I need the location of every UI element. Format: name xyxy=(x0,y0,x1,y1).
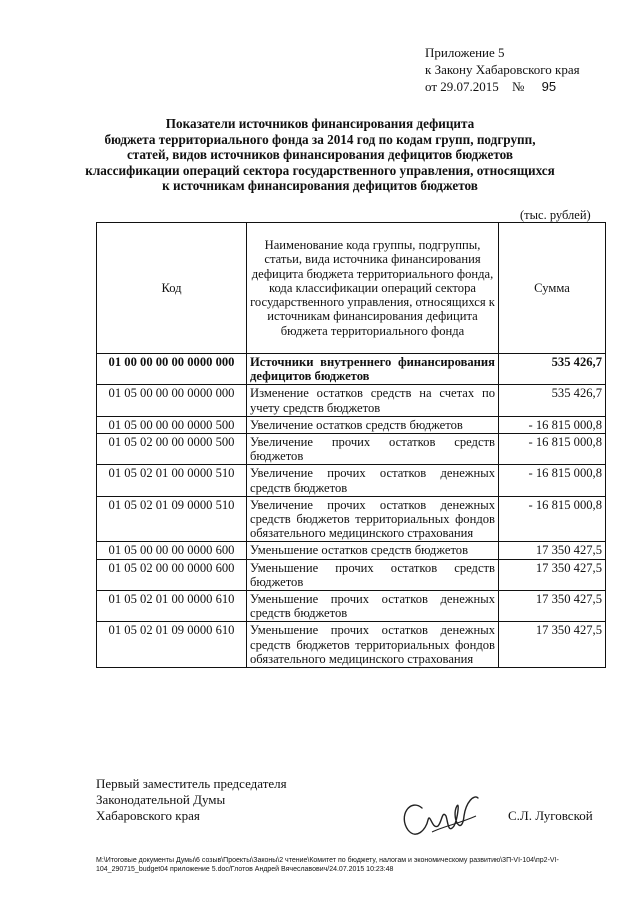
row-sum: - 16 815 000,8 xyxy=(499,434,606,465)
appendix-block xyxy=(425,44,625,95)
row-name: Увеличение остатков средств бюджетов xyxy=(247,416,499,433)
units-label: (тыс. рублей) xyxy=(520,208,591,222)
sources-table xyxy=(96,222,606,668)
row-name: Увеличение прочих остатков денежных средств бюджетов территориальных фондов обязательного медицинского страхования xyxy=(247,496,499,542)
handwritten-signature xyxy=(392,786,482,846)
table-row xyxy=(97,559,606,590)
footer-line-1: M:\Итоговые документы Думы\6 созыв\Проекты\Законы\2 чтение\Комитет по бюджету, налогам и экономическому развитию\3П-VI-104\пр2-VI- xyxy=(96,857,559,864)
signer-name: С.Л. Луговской xyxy=(508,808,593,823)
table-row xyxy=(97,496,606,542)
header-name: Наименование кода группы, подгруппы, статьи, вида источника финансирования дефицита бюджета территориального фонда, кода классификации операций сектора государственного управления, относящихся к источникам финансирования дефицита бюджета территориального фонда xyxy=(247,223,499,354)
title-line-2: бюджета территориального фонда за 2014 год по кодам групп, подгрупп, xyxy=(104,131,536,147)
appendix-number: 95 xyxy=(541,79,557,94)
appendix-line-3 xyxy=(425,78,625,95)
row-name: Увеличение прочих остатков денежных средств бюджетов xyxy=(247,465,499,496)
row-name: Изменение остатков средств на счетах по учету средств бюджетов xyxy=(247,385,499,416)
header-sum: Сумма xyxy=(499,223,606,354)
table-row xyxy=(97,385,606,416)
header-code: Код xyxy=(97,223,247,354)
row-sum: 535 426,7 xyxy=(499,354,606,385)
row-sum: 535 426,7 xyxy=(499,385,606,416)
row-code: 01 05 02 01 00 0000 510 xyxy=(97,465,247,496)
row-name: Уменьшение остатков средств бюджетов xyxy=(247,542,499,559)
row-code: 01 05 02 01 09 0000 610 xyxy=(97,622,247,668)
title-line-5: к источникам финансирования дефицитов бюджетов xyxy=(162,178,478,194)
signer-title-line-3: Хабаровского края xyxy=(96,808,200,823)
title-line-4: классификации операций сектора государственного управления, относящихся xyxy=(85,162,555,178)
file-path-footer xyxy=(96,856,604,874)
row-code: 01 05 02 00 00 0000 600 xyxy=(97,559,247,590)
table-row xyxy=(97,465,606,496)
row-name: Уменьшение прочих остатков денежных средств бюджетов xyxy=(247,591,499,622)
row-code: 01 05 00 00 00 0000 500 xyxy=(97,416,247,433)
table-row xyxy=(97,622,606,668)
document-title xyxy=(60,116,580,194)
row-sum: - 16 815 000,8 xyxy=(499,465,606,496)
table-row xyxy=(97,591,606,622)
footer-line-2: 104_290715_budget04 приложение 5.doc/Глотов Андрей Вячеславович/24.07.2015 10:23:48 xyxy=(96,866,394,873)
row-name: Источники внутреннего финансирования дефицитов бюджетов xyxy=(247,354,499,385)
row-name: Увеличение прочих остатков средств бюджетов xyxy=(247,434,499,465)
signer-title-line-1: Первый заместитель председателя xyxy=(96,776,287,791)
signer-block xyxy=(96,776,287,824)
row-name: Уменьшение прочих остатков денежных средств бюджетов территориальных фондов обязательного медицинского страхования xyxy=(247,622,499,668)
row-code: 01 05 00 00 00 0000 000 xyxy=(97,385,247,416)
row-name: Уменьшение прочих остатков средств бюджетов xyxy=(247,559,499,590)
row-sum: - 16 815 000,8 xyxy=(499,496,606,542)
title-line-1: Показатели источников финансирования дефицита xyxy=(165,116,475,131)
appendix-line-2: к Закону Хабаровского края xyxy=(425,62,580,77)
title-line-3: статей, видов источников финансирования дефицитов бюджетов xyxy=(126,147,514,163)
appendix-number-label: № xyxy=(512,79,525,94)
row-code: 01 05 02 01 00 0000 610 xyxy=(97,591,247,622)
row-sum: - 16 815 000,8 xyxy=(499,416,606,433)
table-row xyxy=(97,416,606,433)
appendix-date: от 29.07.2015 xyxy=(425,79,499,94)
table-row xyxy=(97,354,606,385)
table-row xyxy=(97,542,606,559)
row-sum: 17 350 427,5 xyxy=(499,591,606,622)
signer-title-line-2: Законодательной Думы xyxy=(96,792,226,807)
row-code: 01 05 02 01 09 0000 510 xyxy=(97,496,247,542)
table-header-row xyxy=(97,223,606,354)
row-sum: 17 350 427,5 xyxy=(499,559,606,590)
row-code: 01 05 02 00 00 0000 500 xyxy=(97,434,247,465)
row-sum: 17 350 427,5 xyxy=(499,622,606,668)
appendix-line-1: Приложение 5 xyxy=(425,45,505,60)
row-code: 01 00 00 00 00 0000 000 xyxy=(97,354,247,385)
table-row xyxy=(97,434,606,465)
row-sum: 17 350 427,5 xyxy=(499,542,606,559)
row-code: 01 05 00 00 00 0000 600 xyxy=(97,542,247,559)
